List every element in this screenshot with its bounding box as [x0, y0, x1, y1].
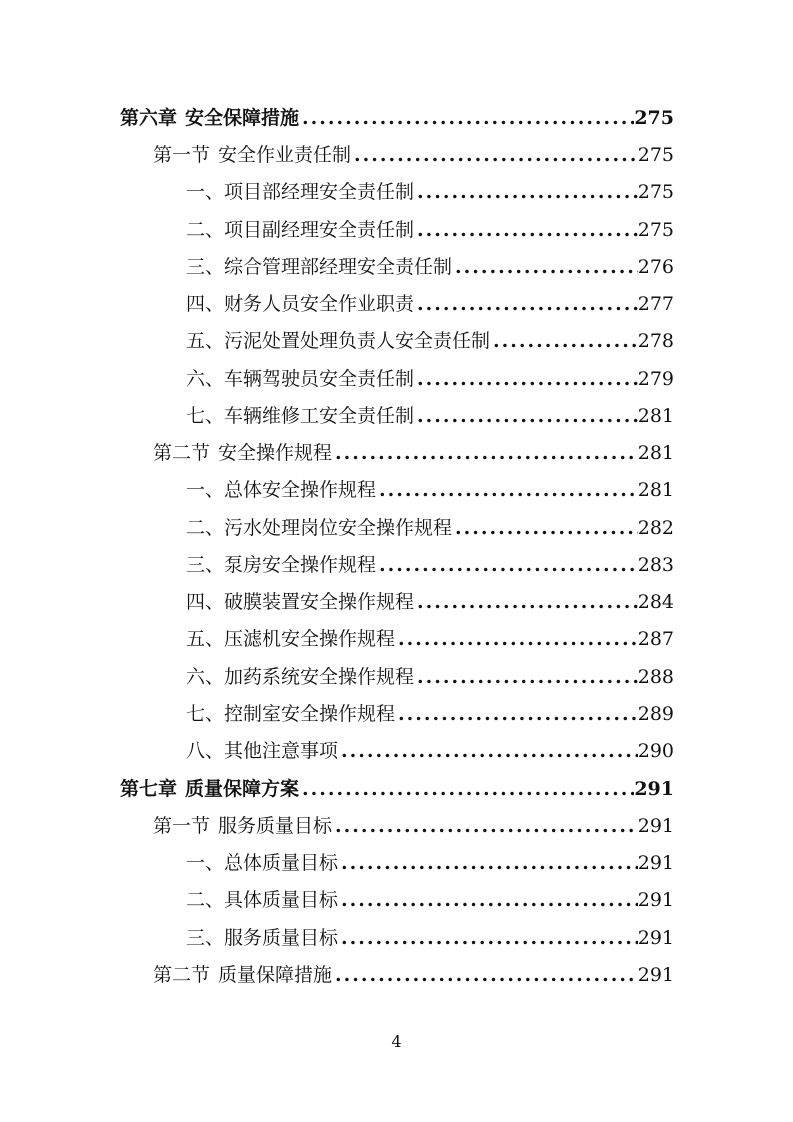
toc-entry-label [153, 957, 332, 994]
dot-leader [351, 137, 638, 174]
dot-leader [338, 845, 638, 882]
toc-entry-number: 第一节 [153, 144, 211, 166]
dot-leader [299, 771, 634, 808]
toc-entry-page: 275 [637, 144, 674, 166]
toc-entry-title: 三、服务质量目标 [186, 927, 339, 949]
toc-entry-title: 三、泵房安全操作规程 [186, 554, 377, 576]
toc-entry-section-2[interactable] [153, 957, 674, 994]
toc-entry-title: 二、项目副经理安全责任制 [186, 219, 415, 241]
toc-entry-item[interactable] [186, 510, 674, 547]
toc-entry-item[interactable] [186, 845, 674, 882]
dot-leader [490, 323, 638, 360]
toc-entry-page: 290 [637, 740, 674, 762]
dot-leader [332, 435, 638, 472]
dot-leader [338, 882, 638, 919]
toc-entry-section-2[interactable] [153, 435, 674, 472]
toc-entry-page: 275 [637, 181, 674, 203]
page-number: 4 [391, 1032, 402, 1051]
toc-entry-title: 四、破膜装置安全操作规程 [186, 591, 415, 613]
toc-entry-title: 质量保障措施 [218, 964, 333, 986]
toc-entry-page: 288 [637, 666, 674, 688]
toc-entry-title: 服务质量目标 [218, 815, 333, 837]
dot-leader [332, 957, 638, 994]
toc-entry-page: 281 [637, 405, 674, 427]
dot-leader [414, 212, 638, 249]
toc-entry-page: 278 [637, 330, 674, 352]
toc-entry-title: 一、总体质量目标 [186, 852, 339, 874]
dot-leader [395, 621, 638, 658]
dot-leader [414, 174, 638, 211]
dot-leader [376, 547, 638, 584]
toc-entry-item[interactable] [186, 212, 674, 249]
toc-entry-number: 第二节 [153, 964, 211, 986]
toc-entry-label [120, 100, 299, 137]
toc-entry-item[interactable] [186, 249, 674, 286]
toc-entry-item[interactable] [186, 621, 674, 658]
toc-entry-page: 281 [637, 479, 674, 501]
dot-leader [338, 733, 638, 770]
toc-entry-title: 四、财务人员安全作业职责 [186, 293, 415, 315]
toc-entry-page: 275 [637, 219, 674, 241]
toc-entry-page: 284 [637, 591, 674, 613]
toc-entry-number: 第二节 [153, 442, 211, 464]
toc-entry-item[interactable] [186, 882, 674, 919]
toc-entry-item[interactable] [186, 696, 674, 733]
toc-entry-chapter-7[interactable] [120, 771, 674, 808]
toc-entry-page: 277 [637, 293, 674, 315]
dot-leader [414, 361, 638, 398]
dot-leader [332, 808, 638, 845]
toc-entry-title: 七、控制室安全操作规程 [186, 703, 396, 725]
toc-entry-page: 279 [637, 368, 674, 390]
dot-leader [338, 920, 638, 957]
toc-entry-title: 七、车辆维修工安全责任制 [186, 405, 415, 427]
toc-entry-title: 二、具体质量目标 [186, 889, 339, 911]
toc-entry-title: 一、项目部经理安全责任制 [186, 181, 415, 203]
toc-entry-page: 282 [637, 517, 674, 539]
toc-entry-page: 291 [637, 815, 674, 837]
dot-leader [452, 249, 638, 286]
toc-entry-label [120, 771, 299, 808]
toc-entry-number: 第六章 [120, 107, 178, 129]
toc-entry-title: 五、污泥处置处理负责人安全责任制 [186, 330, 491, 352]
dot-leader [395, 696, 638, 733]
toc-entry-label [153, 808, 332, 845]
toc-entry-item[interactable] [186, 361, 674, 398]
toc-entry-item[interactable] [186, 920, 674, 957]
toc-entry-page: 291 [634, 778, 674, 800]
toc-entry-title: 八、其他注意事项 [186, 740, 339, 762]
toc-entry-page: 291 [637, 927, 674, 949]
toc-entry-title: 六、车辆驾驶员安全责任制 [186, 368, 415, 390]
toc-entry-item[interactable] [186, 547, 674, 584]
toc-entry-title: 质量保障方案 [185, 778, 300, 800]
toc-entry-title: 安全操作规程 [218, 442, 333, 464]
toc-entry-section-1[interactable] [153, 137, 674, 174]
toc-entry-page: 281 [637, 442, 674, 464]
toc-entry-number: 第七章 [120, 778, 178, 800]
toc-entry-item[interactable] [186, 659, 674, 696]
toc-entry-item[interactable] [186, 286, 674, 323]
toc-entry-page: 289 [637, 703, 674, 725]
toc-entry-section-1[interactable] [153, 808, 674, 845]
toc-entry-title: 安全作业责任制 [218, 144, 352, 166]
toc-entry-item[interactable] [186, 733, 674, 770]
dot-leader [414, 584, 638, 621]
toc-entry-page: 287 [637, 628, 674, 650]
toc-entry-title: 安全保障措施 [185, 107, 300, 129]
dot-leader [414, 398, 638, 435]
dot-leader [376, 472, 638, 509]
toc-entry-number: 第一节 [153, 815, 211, 837]
toc-entry-label [153, 435, 332, 472]
dot-leader [299, 100, 634, 137]
toc-entry-label [153, 137, 351, 174]
dot-leader [414, 659, 638, 696]
toc-entry-title: 三、综合管理部经理安全责任制 [186, 256, 453, 278]
toc-entry-title: 五、压滤机安全操作规程 [186, 628, 396, 650]
toc-entry-title: 六、加药系统安全操作规程 [186, 666, 415, 688]
toc-entry-page: 275 [634, 107, 674, 129]
dot-leader [452, 510, 638, 547]
toc-entry-item[interactable] [186, 584, 674, 621]
toc-entry-item[interactable] [186, 398, 674, 435]
toc-entry-item[interactable] [186, 174, 674, 211]
toc-entry-title: 一、总体安全操作规程 [186, 479, 377, 501]
toc-entry-page: 291 [637, 964, 674, 986]
toc-entry-title: 二、污水处理岗位安全操作规程 [186, 517, 453, 539]
toc-entry-chapter-6[interactable] [120, 100, 674, 137]
toc-entry-item[interactable] [186, 323, 674, 360]
toc-entry-item[interactable] [186, 472, 674, 509]
toc-entry-page: 291 [637, 852, 674, 874]
toc-entry-page: 276 [637, 256, 674, 278]
dot-leader [414, 286, 638, 323]
toc-entry-page: 291 [637, 889, 674, 911]
toc-entry-page: 283 [637, 554, 674, 576]
